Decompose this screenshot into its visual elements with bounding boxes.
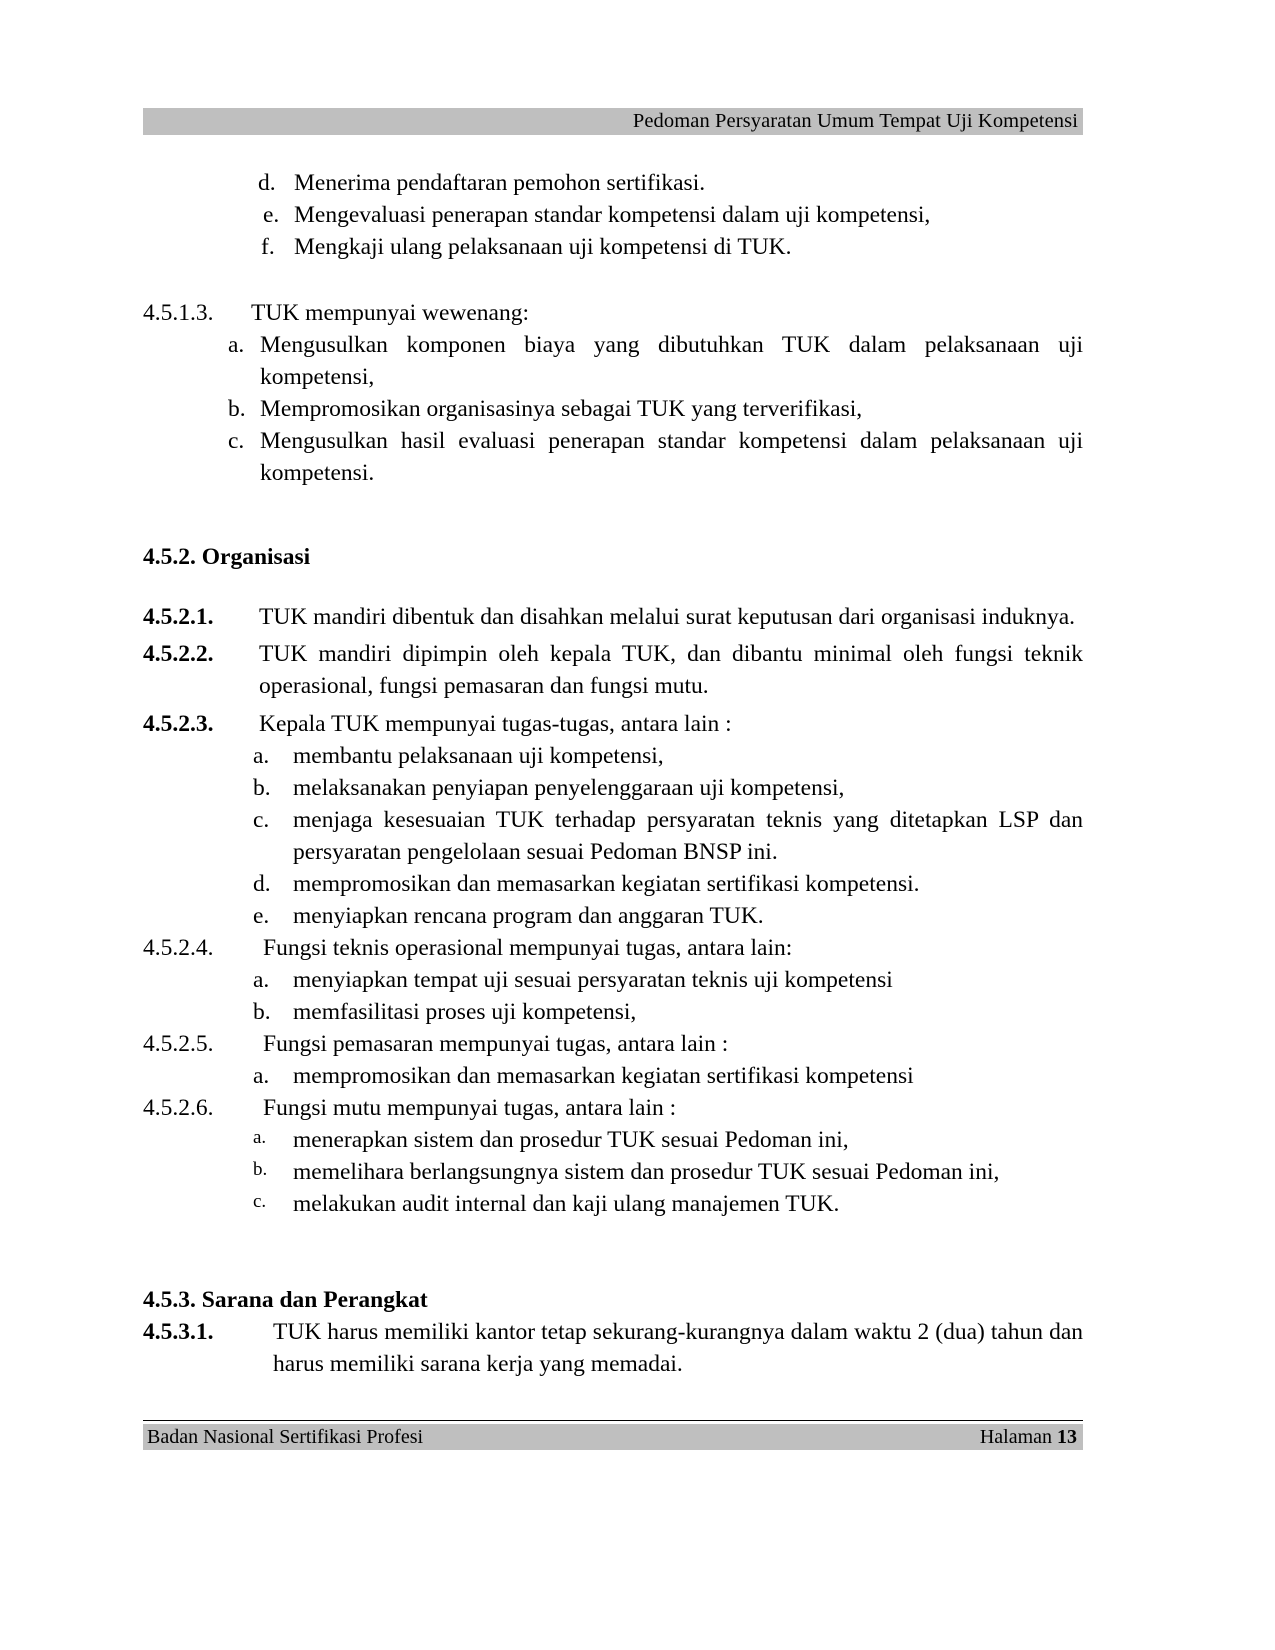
list-item-label: a.	[228, 331, 245, 358]
list-item-label: b.	[228, 395, 246, 422]
list-item	[143, 965, 1083, 997]
footer-organization: Badan Nasional Sertifikasi Profesi	[147, 1425, 424, 1448]
clause-4531	[143, 1317, 1083, 1381]
clause-text: TUK harus memiliki kantor tetap sekurang-kurangnya dalam waktu 2 (dua) tahun dan harus memiliki sarana kerja yang memadai.	[273, 1318, 1083, 1377]
list-item	[143, 330, 1083, 394]
list-item-label: b.	[253, 998, 271, 1025]
list-item-text: Mengevaluasi penerapan standar kompetensi dalam uji kompetensi,	[294, 201, 931, 228]
list-item	[143, 1157, 1083, 1189]
list-item	[143, 232, 1083, 264]
header-title: Pedoman Persyaratan Umum Tempat Uji Kompetensi	[632, 110, 1078, 132]
footer-page-label: Halaman	[979, 1425, 1052, 1448]
clause-text: Fungsi pemasaran mempunyai tugas, antara lain :	[263, 1030, 729, 1057]
clause-4522	[143, 639, 1083, 703]
list-item-label: e.	[263, 201, 280, 228]
page-footer	[143, 1424, 1083, 1450]
list-item-label: b.	[253, 1158, 268, 1180]
list-item-label: d.	[253, 871, 271, 898]
list-item	[143, 741, 1083, 773]
list-item-text: Mempromosikan organisasinya sebagai TUK yang terverifikasi,	[260, 395, 863, 422]
clause-text: Fungsi teknis operasional mempunyai tugas, antara lain:	[263, 935, 793, 962]
list-item-text: menerapkan sistem dan prosedur TUK sesuai Pedoman ini,	[293, 1126, 849, 1153]
list-item-label: d.	[258, 170, 276, 196]
list-item-label: a.	[253, 967, 270, 994]
clause-4524	[143, 933, 1083, 1029]
list-item-text: menjaga kesesuaian TUK terhadap persyaratan teknis yang ditetapkan LSP dan persyaratan pengelolaan sesuai Pedoman BNSP ini.	[293, 807, 1083, 866]
list-item-text: Mengkaji ulang pelaksanaan uji kompetensi di TUK.	[294, 233, 792, 260]
list-item-label: c.	[228, 427, 245, 454]
clause-number: 4.5.1.3.	[143, 299, 214, 326]
clause-number: 4.5.2.5.	[143, 1030, 214, 1057]
list-item-text: Mengusulkan komponen biaya yang dibutuhkan TUK dalam pelaksanaan uji kompetensi,	[260, 331, 1083, 390]
list-item	[143, 200, 1083, 232]
clause-heading	[143, 709, 1083, 741]
list-item	[143, 394, 1083, 426]
clause-4513	[143, 298, 1083, 490]
clause-text: TUK mempunyai wewenang:	[251, 299, 530, 326]
clause-text: TUK mandiri dibentuk dan disahkan melalui surat keputusan dari organisasi induknya.	[259, 603, 1076, 630]
document-body	[143, 168, 1083, 1381]
list-item	[143, 1061, 1083, 1093]
section-heading-453: 4.5.3. Sarana dan Perangkat	[143, 1286, 428, 1313]
list-item	[143, 426, 1083, 490]
clause-number: 4.5.2.1.	[143, 603, 214, 630]
list-item-label: a.	[253, 743, 270, 770]
list-item-label: c.	[253, 1190, 267, 1212]
list-item-text: menyiapkan tempat uji sesuai persyaratan teknis uji kompetensi	[293, 967, 893, 994]
list-item-text: melaksanakan penyiapan penyelenggaraan uji kompetensi,	[293, 775, 845, 802]
clause-4521	[143, 602, 1083, 634]
list-item	[143, 1189, 1083, 1221]
section-heading-452: 4.5.2. Organisasi	[143, 543, 311, 570]
list-item-text: membantu pelaksanaan uji kompetensi,	[293, 743, 664, 770]
list-item-label: e.	[253, 903, 270, 930]
list-item-text: Mengusulkan hasil evaluasi penerapan standar kompetensi dalam pelaksanaan uji kompetensi.	[260, 427, 1083, 486]
list-item-text: Menerima pendaftaran pemohon sertifikasi.	[294, 170, 706, 196]
clause-number: 4.5.2.3.	[143, 711, 214, 738]
list-item-label: a.	[253, 1126, 267, 1148]
list-item-text: melakukan audit internal dan kaji ulang manajemen TUK.	[293, 1190, 840, 1217]
list-item-label: b.	[253, 775, 271, 802]
clause-number: 4.5.2.6.	[143, 1094, 214, 1121]
footer-page-number: 13	[1057, 1425, 1077, 1448]
list-item-text: memfasilitasi proses uji kompetensi,	[293, 998, 637, 1025]
clause-number: 4.5.2.2.	[143, 641, 214, 668]
clause-text: Fungsi mutu mempunyai tugas, antara lain :	[263, 1094, 677, 1121]
clause-4525	[143, 1029, 1083, 1093]
clause-4526	[143, 1093, 1083, 1221]
clause-4523	[143, 709, 1083, 933]
list-item-text: menyiapkan rencana program dan anggaran TUK.	[293, 903, 764, 930]
clause-heading	[143, 1029, 1083, 1061]
clause-text: TUK mandiri dipimpin oleh kepala TUK, dan dibantu minimal oleh fungsi teknik operasional, fungsi pemasaran dan fungsi mutu.	[259, 641, 1083, 700]
footer-divider	[143, 1420, 1083, 1421]
list-item	[143, 997, 1083, 1029]
list-top	[143, 168, 1083, 264]
clause-text: Kepala TUK mempunyai tugas-tugas, antara lain :	[259, 711, 732, 738]
list-item-label: c.	[253, 807, 270, 834]
clause-heading	[143, 933, 1083, 965]
list-item	[143, 869, 1083, 901]
footer-page-indicator	[980, 1426, 1077, 1449]
list-item	[143, 773, 1083, 805]
clause-heading	[143, 1093, 1083, 1125]
list-item-text: memelihara berlangsungnya sistem dan prosedur TUK sesuai Pedoman ini,	[293, 1158, 1000, 1185]
clause-number: 4.5.3.1.	[143, 1318, 214, 1345]
list-item	[143, 901, 1083, 933]
list-item-text: mempromosikan dan memasarkan kegiatan sertifikasi kompetensi.	[293, 871, 920, 898]
clause-number: 4.5.2.4.	[143, 935, 214, 962]
list-item	[143, 168, 1083, 200]
clause-heading	[143, 298, 1083, 330]
list-item-text: mempromosikan dan memasarkan kegiatan sertifikasi kompetensi	[293, 1062, 914, 1089]
list-item	[143, 805, 1083, 869]
list-item	[143, 1125, 1083, 1157]
list-item-label: a.	[253, 1062, 270, 1089]
list-item-label: f.	[261, 233, 275, 260]
